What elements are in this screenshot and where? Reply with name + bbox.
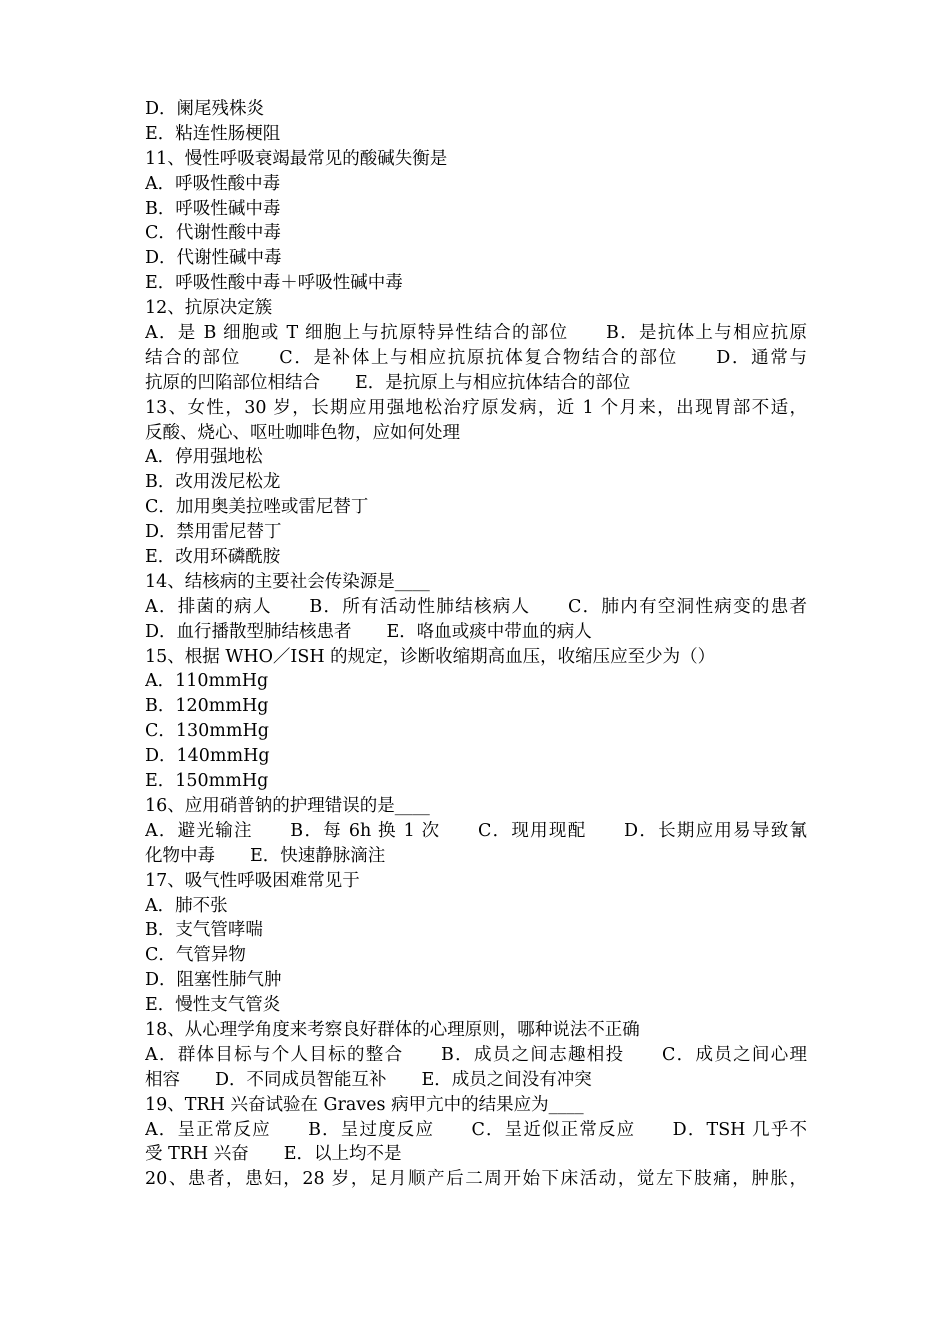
question-12: 12、抗原决定簇 [145, 298, 273, 319]
text-line: B．改用泼尼松龙 [145, 472, 281, 493]
text-line: A．避光输注 B．每 6h 换 1 次 C．现用现配 D．长期应用易导致氰 [145, 820, 807, 841]
question-20: 20、患者，患妇，28 岁，足月顺产后二周开始下床活动，觉左下肢痛，肿胀， [145, 1169, 807, 1190]
text-line: D．阻塞性肺气肿 [145, 970, 282, 991]
text-line: A．110mmHg [145, 671, 269, 692]
question-18: 18、从心理学角度来考察良好群体的心理原则，哪种说法不正确 [145, 1019, 640, 1040]
text-line: 反酸、烧心、呕吐咖啡色物，应如何处理 [145, 422, 460, 443]
text-line: D．阑尾残株炎 [145, 99, 265, 119]
text-line: E．改用环磷酰胺 [145, 547, 281, 568]
text-line: D．140mmHg [145, 746, 270, 767]
text-line: 相容 D．不同成员智能互补 E．成员之间没有冲突 [145, 1069, 592, 1090]
text-line: C．130mmHg [145, 721, 269, 742]
text-line: D．禁用雷尼替丁 [145, 522, 282, 543]
question-14: 14、结核病的主要社会传染源是____ [145, 571, 430, 592]
text-line: 受 TRH 兴奋 E．以上均不是 [145, 1144, 402, 1165]
text-line: C．代谢性酸中毒 [145, 223, 281, 244]
question-15: 15、根据 WHO／ISH 的规定，诊断收缩期高血压，收缩压应至少为（） [145, 646, 716, 667]
text-line: D．代谢性碱中毒 [145, 248, 282, 269]
text-line: 结合的部位 C．是补体上与相应抗原抗体复合物结合的部位 D．通常与 [145, 347, 807, 368]
text-line: A．群体目标与个人目标的整合 B．成员之间志趣相投 C．成员之间心理 [145, 1044, 807, 1065]
text-line: B．呼吸性碱中毒 [145, 198, 281, 219]
text-line: 化物中毒 E．快速静脉滴注 [145, 845, 386, 866]
text-line: E．呼吸性酸中毒＋呼吸性碱中毒 [145, 273, 403, 294]
text-line: 抗原的凹陷部位相结合 E．是抗原上与相应抗体结合的部位 [145, 372, 631, 393]
text-line: B．支气管哮喘 [145, 920, 263, 941]
document-page [145, 97, 807, 1192]
text-line: E．粘连性肠梗阻 [145, 123, 281, 144]
text-line: A．呼吸性酸中毒 [145, 173, 281, 194]
text-line: A．停用强地松 [145, 447, 263, 468]
text-line: A．排菌的病人 B．所有活动性肺结核病人 C．肺内有空洞性病变的患者 [145, 596, 807, 617]
question-16: 16、应用硝普钠的护理错误的是____ [145, 795, 430, 816]
text-line: A．是 B 细胞或 T 细胞上与抗原特异性结合的部位 B．是抗体上与相应抗原 [145, 323, 807, 344]
text-line: A．呈正常反应 B．呈过度反应 C．呈近似正常反应 D．TSH 几乎不 [145, 1119, 807, 1140]
text-line: E．150mmHg [145, 771, 269, 792]
question-19: 19、TRH 兴奋试验在 Graves 病甲亢中的结果应为____ [145, 1094, 584, 1115]
question-17: 17、吸气性呼吸困难常见于 [145, 870, 360, 891]
text-line: A．肺不张 [145, 895, 228, 916]
text-line: B．120mmHg [145, 696, 269, 717]
text-line: C．气管异物 [145, 945, 246, 966]
text-line: D．血行播散型肺结核患者 E．咯血或痰中带血的病人 [145, 621, 592, 642]
text-line: C．加用奥美拉唑或雷尼替丁 [145, 497, 369, 518]
question-13: 13、女性，30 岁，长期应用强地松治疗原发病，近 1 个月来，出现胃部不适， [145, 397, 807, 418]
question-11: 11、慢性呼吸衰竭最常见的酸碱失衡是 [145, 148, 448, 169]
text-line: E．慢性支气管炎 [145, 995, 281, 1016]
